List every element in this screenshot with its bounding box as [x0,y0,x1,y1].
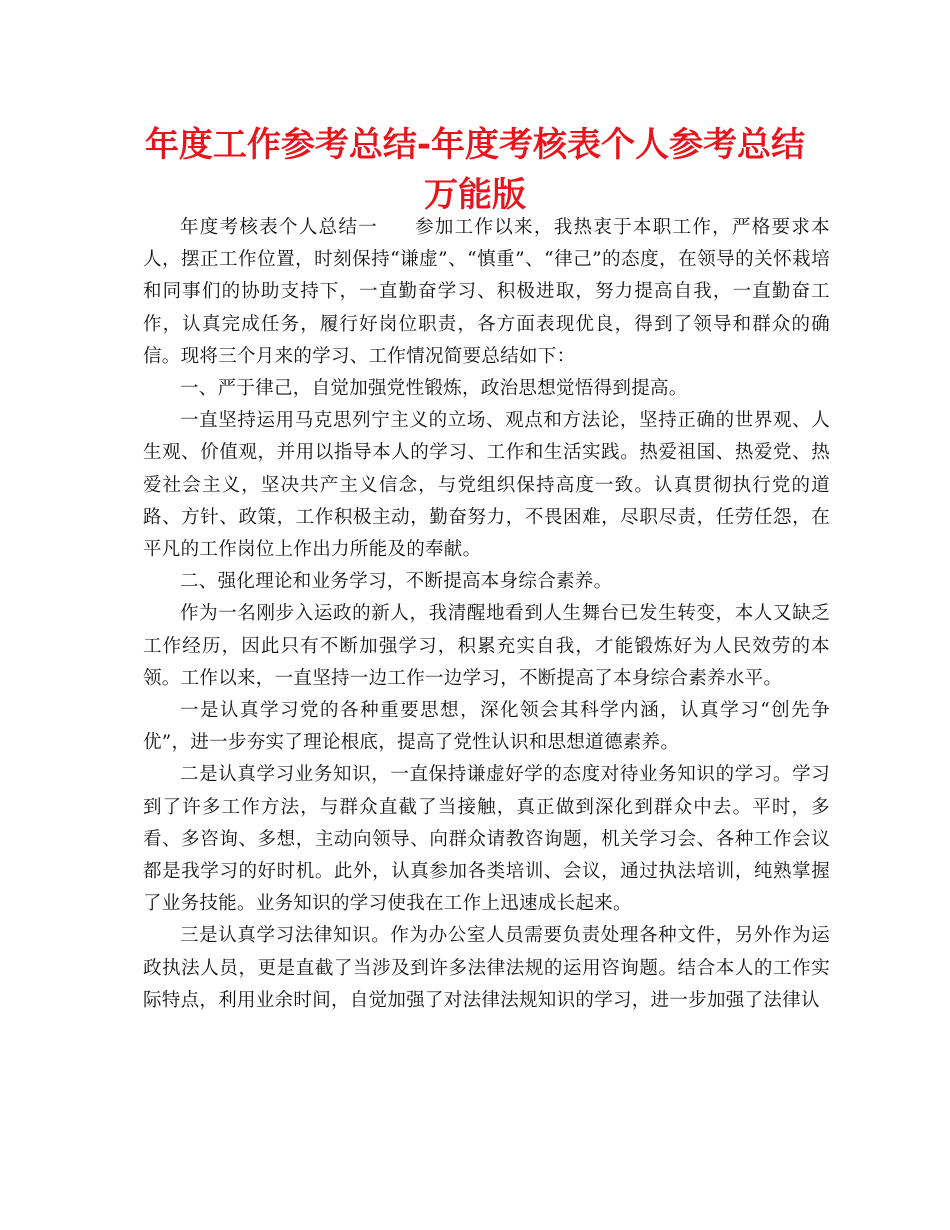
intro-lead: 年度考核表个人总结一 [180,217,379,238]
paragraph: 一是认真学习党的各种重要思想，深化领会其科学内涵，认真学习“创先争优”，进一步夯实了理论根底，提高了党性认识和思想道德素养。 [143,700,830,754]
document-title: 年度工作参考总结-年度考核表个人参考总结万能版 [144,125,806,215]
section-heading-2: 二、强化理论和业务学习，不断提高本身综合素养。 [180,571,613,593]
paragraph: 作为一名刚步入运政的新人，我清醒地看到人生舞台已发生转变，本人又缺乏工作经历，因此只有不断加强学习，积累充实自我，才能锻炼好为人民效劳的本领。工作以来，一直坚持一边工作一边学习，不断提高了本身综合素养水平。 [143,603,830,689]
intro-text: 参加工作以来，我热衷于本职工作，严格要求本人，摆正工作位置，时刻保持“谦虚”、“慎重”、“律己”的态度，在领导的关怀栽培和同事们的协助支持下，一直勤奋学习、积极进取，努力提高自我，一直勤奋工作，认真完成任务，履行好岗位职责，各方面表现优良，得到了领导和群众的确信。现将三个月来的学习、工作情况简要总结如下： [143,217,830,367]
paragraph: 一直坚持运用马克思列宁主义的立场、观点和方法论，坚持正确的世界观、人生观、价值观，并用以指导本人的学习、工作和生活实践。热爱祖国、热爱党、热爱社会主义，坚决共产主义信念，与党组织保持高度一致。认真贯彻执行党的道路、方针、政策，工作积极主动，勤奋努力，不畏困难，尽职尽责，任劳任怨，在平凡的工作岗位上作出力所能及的奉献。 [143,410,830,561]
paragraph-intro [143,212,830,373]
section-heading-1: 一、严于律己，自觉加强党性锻炼，政治思想觉悟得到提高。 [180,378,688,400]
paragraph: 三是认真学习法律知识。作为办公室人员需要负责处理各种文件，另外作为运政执法人员，更是直截了当涉及到许多法律法规的运用咨询题。结合本人的工作实际特点，利用业余时间，自觉加强了对法律法规知识的学习，进一步加强了法律认 [143,925,830,1011]
document-body [143,212,830,1017]
paragraph: 二是认真学习业务知识，一直保持谦虚好学的态度对待业务知识的学习。学习到了许多工作方法，与群众直截了当接触，真正做到深化到群众中去。平时，多看、多咨询、多想，主动向领导、向群众请教咨询题，机关学习会、各种工作会议都是我学习的好时机。此外，认真参加各类培训、会议，通过执法培训，纯熟掌握了业务技能。业务知识的学习使我在工作上迅速成长起来。 [143,764,830,915]
